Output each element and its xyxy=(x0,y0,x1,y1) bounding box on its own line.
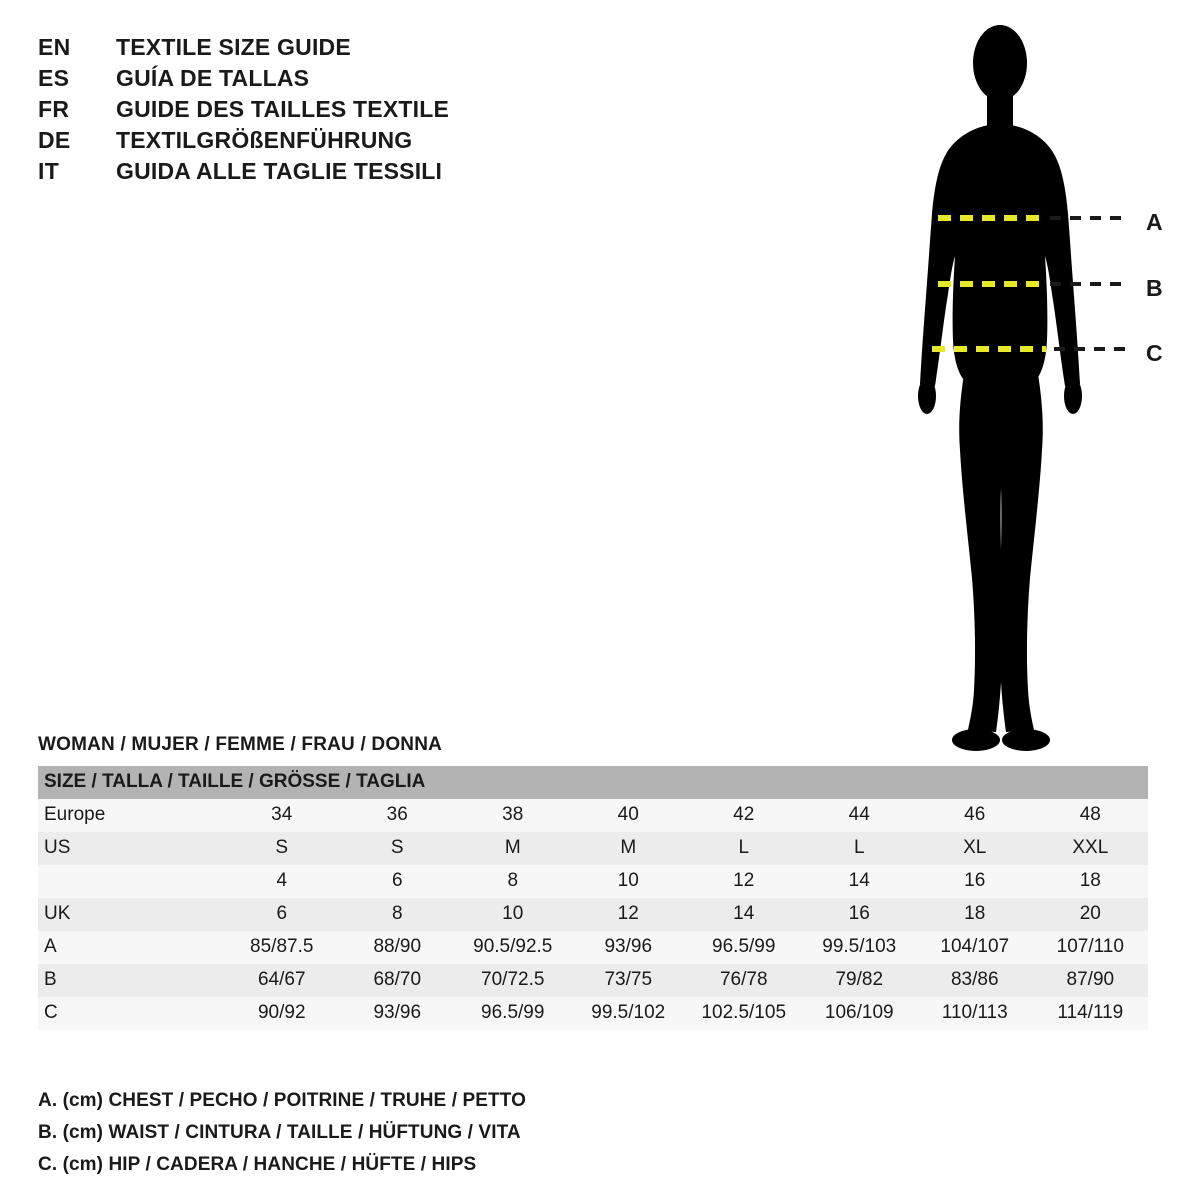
table-cell: 107/110 xyxy=(1033,931,1149,964)
title-text: GUIDA ALLE TAGLIE TESSILI xyxy=(116,158,443,184)
legs-shape xyxy=(959,374,1043,732)
table-cell: 76/78 xyxy=(686,964,802,997)
row-label xyxy=(38,865,224,898)
table-cell: L xyxy=(802,832,918,865)
table-cell: L xyxy=(686,832,802,865)
title-row xyxy=(38,65,838,96)
table-cell: 114/119 xyxy=(1033,997,1149,1030)
table-cell: 68/70 xyxy=(340,964,456,997)
female-body-silhouette-diagram xyxy=(860,18,1180,758)
table-cell: 102.5/105 xyxy=(686,997,802,1030)
legend-item-hip: C. (cm) HIP / CADERA / HANCHE / HÜFTE / HIPS xyxy=(38,1154,477,1175)
table-cell: M xyxy=(571,832,687,865)
table-cell: 16 xyxy=(917,865,1033,898)
table-cell: 96.5/99 xyxy=(686,931,802,964)
table-cell: 14 xyxy=(686,898,802,931)
table-cell: 18 xyxy=(1033,865,1149,898)
table-row xyxy=(38,931,1148,964)
table-cell: 12 xyxy=(571,898,687,931)
table-cell: 36 xyxy=(340,799,456,832)
table-row xyxy=(38,898,1148,931)
table-cell: 110/113 xyxy=(917,997,1033,1030)
measure-label-b: B xyxy=(1146,275,1163,301)
title-row xyxy=(38,34,838,65)
table-row xyxy=(38,865,1148,898)
title-row xyxy=(38,96,838,127)
table-cell: S xyxy=(340,832,456,865)
table-cell: 16 xyxy=(802,898,918,931)
title-lang-code: FR xyxy=(38,96,70,122)
table-row xyxy=(38,964,1148,997)
row-label: UK xyxy=(38,898,224,931)
size-guide-title-block xyxy=(38,34,838,189)
table-cell: 12 xyxy=(686,865,802,898)
measure-label-a: A xyxy=(1146,209,1163,235)
table-cell: 83/86 xyxy=(917,964,1033,997)
title-text: GUIDE DES TAILLES TEXTILE xyxy=(116,96,449,122)
table-cell: 42 xyxy=(686,799,802,832)
table-cell: 79/82 xyxy=(802,964,918,997)
row-label: US xyxy=(38,832,224,865)
table-cell: 96.5/99 xyxy=(455,997,571,1030)
table-cell: 10 xyxy=(571,865,687,898)
table-row xyxy=(38,997,1148,1030)
size-table xyxy=(38,766,1148,1030)
table-cell: 8 xyxy=(455,865,571,898)
table-cell: 46 xyxy=(917,799,1033,832)
table-cell: 90/92 xyxy=(224,997,340,1030)
table-cell: 87/90 xyxy=(1033,964,1149,997)
table-cell: S xyxy=(224,832,340,865)
table-cell: 6 xyxy=(340,865,456,898)
left-hand-shape xyxy=(918,378,936,414)
head-shape xyxy=(973,25,1027,101)
table-cell: 4 xyxy=(224,865,340,898)
measurement-legend xyxy=(38,1090,938,1186)
table-cell: 6 xyxy=(224,898,340,931)
row-label: B xyxy=(38,964,224,997)
table-cell: 64/67 xyxy=(224,964,340,997)
table-cell: 34 xyxy=(224,799,340,832)
table-row xyxy=(38,799,1148,832)
table-cell: 73/75 xyxy=(571,964,687,997)
title-lang-code: IT xyxy=(38,158,60,184)
table-cell: 20 xyxy=(1033,898,1149,931)
table-cell: 44 xyxy=(802,799,918,832)
table-cell: 93/96 xyxy=(571,931,687,964)
table-cell: XXL xyxy=(1033,832,1149,865)
size-table-section xyxy=(38,734,1148,1030)
table-cell: 90.5/92.5 xyxy=(455,931,571,964)
title-lang-code: DE xyxy=(38,127,71,153)
silhouette-svg xyxy=(860,18,1180,758)
legend-item-chest: A. (cm) CHEST / PECHO / POITRINE / TRUHE / PETTO xyxy=(38,1090,526,1111)
legend-item-waist: B. (cm) WAIST / CINTURA / TAILLE / HÜFTUNG / VITA xyxy=(38,1122,521,1143)
table-cell: 8 xyxy=(340,898,456,931)
table-cell: 93/96 xyxy=(340,997,456,1030)
table-cell: 14 xyxy=(802,865,918,898)
table-header-row xyxy=(38,766,1148,799)
title-text: GUÍA DE TALLAS xyxy=(116,65,310,91)
table-cell: M xyxy=(455,832,571,865)
table-header-label: SIZE / TALLA / TAILLE / GRÖSSE / TAGLIA xyxy=(38,766,1148,799)
right-hand-shape xyxy=(1064,378,1082,414)
title-row xyxy=(38,127,838,158)
measure-label-c: C xyxy=(1146,340,1163,366)
table-cell: 104/107 xyxy=(917,931,1033,964)
title-lang-code: EN xyxy=(38,34,71,60)
table-cell: 48 xyxy=(1033,799,1149,832)
title-text: TEXTILE SIZE GUIDE xyxy=(116,34,351,60)
row-label: C xyxy=(38,997,224,1030)
row-label: A xyxy=(38,931,224,964)
table-cell: 99.5/103 xyxy=(802,931,918,964)
table-cell: 85/87.5 xyxy=(224,931,340,964)
row-label: Europe xyxy=(38,799,224,832)
table-cell: XL xyxy=(917,832,1033,865)
table-cell: 99.5/102 xyxy=(571,997,687,1030)
title-lang-code: ES xyxy=(38,65,70,91)
table-cell: 106/109 xyxy=(802,997,918,1030)
section-heading: WOMAN / MUJER / FEMME / FRAU / DONNA xyxy=(38,734,443,755)
table-cell: 70/72.5 xyxy=(455,964,571,997)
table-cell: 88/90 xyxy=(340,931,456,964)
table-row xyxy=(38,832,1148,865)
table-cell: 40 xyxy=(571,799,687,832)
table-cell: 10 xyxy=(455,898,571,931)
table-cell: 18 xyxy=(917,898,1033,931)
title-text: TEXTILGRÖßENFÜHRUNG xyxy=(116,127,413,153)
table-cell: 38 xyxy=(455,799,571,832)
title-row xyxy=(38,158,838,189)
